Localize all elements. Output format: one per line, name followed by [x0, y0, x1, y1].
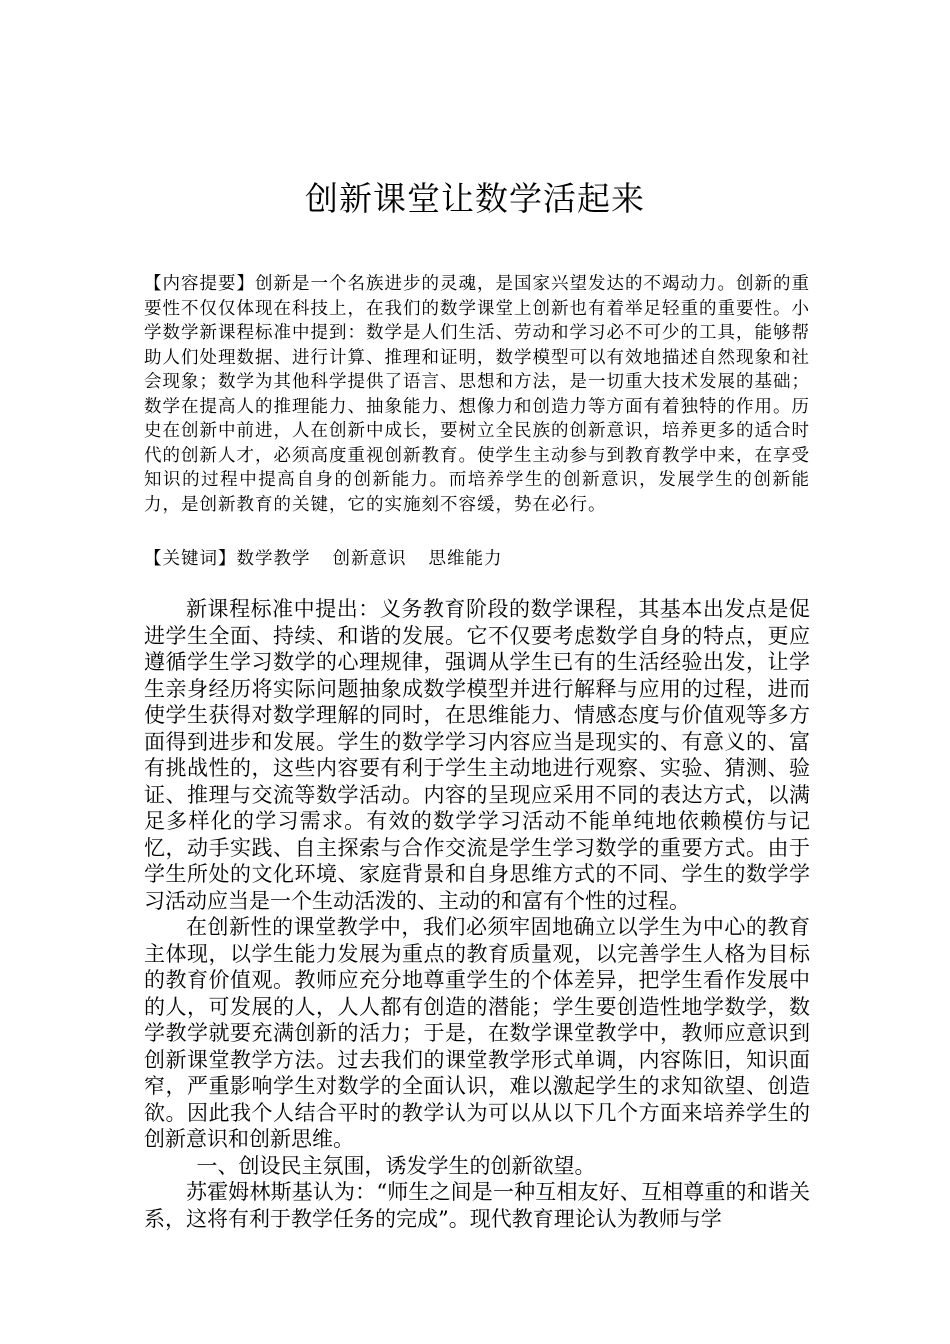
- body-text: [144, 596, 810, 1232]
- keyword-item: 思维能力: [428, 549, 503, 569]
- body-paragraph: 新课程标准中提出：义务教育阶段的数学课程，其基本出发点是促进学生全面、持续、和谐的发展。它不仅要考虑数学自身的特点，更应遵循学生学习数学的心理规律，强调从学生已有的生活经验出发，让学生亲身经历将实际问题抽象成数学模型并进行解释与应用的过程，进而使学生获得对数学理解的同时，在思维能力、情感态度与价值观等多方面得到进步和发展。学生的数学学习内容应当是现实的、有意义的、富有挑战性的，这些内容要有利于学生主动地进行观察、实验、猜测、验证、推理与交流等数学活动。内容的呈现应采用不同的表达方式，以满足多样化的学习需求。有效的数学学习活动不能单纯地依赖模仿与记忆，动手实践、自主探索与合作交流是学生学习数学的重要方式。由于学生所处的文化环境、家庭背景和自身思维方式的不同、学生的数学学习活动应当是一个生动活泼的、主动的和富有个性的过程。: [144, 597, 810, 913]
- abstract-paragraph: [144, 272, 810, 517]
- abstract-text: 创新是一个名族进步的灵魂，是国家兴望发达的不竭动力。创新的重要性不仅仅体现在科技上，在我们的数学课堂上创新也有着举足轻重的重要性。小学数学新课程标准中提到：数学是人们生活、劳动和学习必不可少的工具，能够帮助人们处理数据、进行计算、推理和证明，数学模型可以有效地描述自然现象和社会现象；数学为其他科学提供了语言、思想和方法，是一切重大技术发展的基础；数学在提高人的推理能力、抽象能力、想像力和创造力等方面有着独特的作用。历史在创新中前进，人在创新中成长，要树立全民族的创新意识，培养更多的适合时代的创新人才，必须高度重视创新教育。使学生主动参与到教育教学中来，在享受知识的过程中提高自身的创新能力。而培养学生的创新意识，发展学生的创新能力，是创新教育的关键，它的实施刻不容缓，势在必行。: [144, 274, 810, 515]
- keyword-item: 数学教学: [236, 549, 311, 569]
- keyword-item: 创新意识: [332, 549, 407, 569]
- document-title: 创新课堂让数学活起来: [305, 179, 645, 218]
- section-heading: 一、创设民主氛围，诱发学生的创新欲望。: [196, 1153, 596, 1178]
- body-paragraph: 苏霍姆林斯基认为：“师生之间是一种互相友好、互相尊重的和谐关系，这将有利于教学任务的完成”。现代教育理论认为教师与学: [144, 1180, 810, 1231]
- body-paragraph: 在创新性的课堂教学中，我们必须牢固地确立以学生为中心的教育主体现，以学生能力发展为重点的教育质量观，以完善学生人格为目标的教育价值观。教师应充分地尊重学生的个体差异，把学生看作发展中的人，可发展的人，人人都有创造的潜能；学生要创造性地学数学，数学教学就要充满创新的活力；于是，在数学课堂教学中，教师应意识到创新课堂教学方法。过去我们的课堂教学形式单调，内容陈旧，知识面窄，严重影响学生对数学的全面认识，难以激起学生的求知欲望、创造欲。因此我个人结合平时的教学认为可以从以下几个方面来培养学生的创新意识和创新思维。: [144, 915, 810, 1151]
- keywords-label: 【关键词】: [144, 549, 237, 569]
- keywords-line: [144, 547, 810, 571]
- abstract-label: 【内容提要】: [144, 274, 255, 294]
